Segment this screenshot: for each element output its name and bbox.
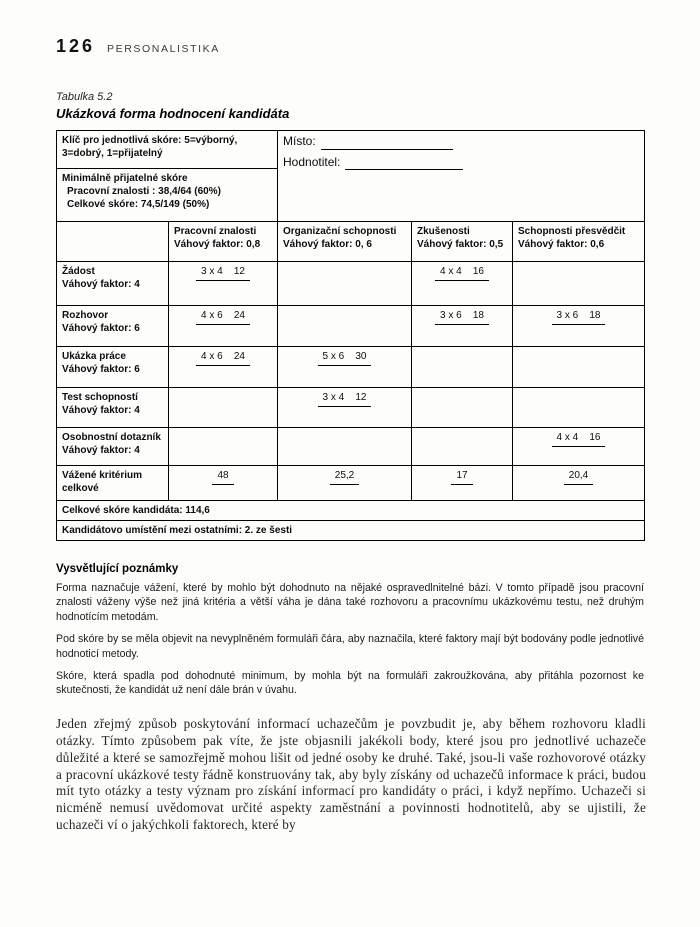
row-vazene-kriterium	[57, 466, 645, 501]
score-cell	[412, 262, 513, 306]
evaluator-blank-line	[345, 158, 463, 170]
column-header-row	[57, 222, 645, 262]
row-factor: Váhový faktor: 4	[62, 405, 140, 416]
score-value: 5 x 6 30	[318, 350, 372, 366]
score-cell	[513, 306, 645, 347]
table-row	[57, 131, 645, 169]
row-label: Vážené kritérium	[62, 470, 143, 481]
score-value: 4 x 4 16	[552, 431, 606, 447]
table-caption-title: Ukázková forma hodnocení kandidáta	[56, 106, 290, 121]
score-value: 3 x 4 12	[196, 265, 250, 281]
col-title: Zkušenosti	[417, 226, 470, 237]
row-factor: celkové	[62, 483, 99, 494]
place-label: Místo:	[283, 134, 316, 148]
score-cell	[412, 428, 513, 466]
note-paragraph-3: Skóre, která spadla pod dohodnuté minimum, by mohla být na formuláři zakroužkována, aby přitáhla pozornost ke skutečnosti, že kandidát už není dále brán v úvahu.	[56, 670, 644, 697]
table-caption-label: Tabulka 5.2	[56, 91, 113, 103]
row-label-cell	[57, 347, 169, 388]
row-label-cell	[57, 262, 169, 306]
row-osobnostni-dotaznik	[57, 428, 645, 466]
score-value: 48	[212, 469, 233, 485]
col-factor: Váhový faktor: 0,8	[174, 239, 261, 250]
row-factor: Váhový faktor: 6	[62, 364, 140, 375]
page-header	[56, 36, 644, 57]
row-label: Rozhovor	[62, 310, 109, 321]
score-cell	[278, 262, 412, 306]
score-cell	[513, 347, 645, 388]
row-label: Ukázka práce	[62, 351, 126, 362]
score-cell	[412, 466, 513, 501]
score-cell	[169, 388, 278, 428]
score-cell	[169, 306, 278, 347]
score-key-line2: 3=dobrý, 1=přijatelný	[62, 148, 163, 159]
minimum-score-cell	[57, 169, 278, 222]
row-ukazka-prace	[57, 347, 645, 388]
row-label-cell	[57, 306, 169, 347]
col-factor: Váhový faktor: 0,6	[518, 239, 605, 250]
notes-heading: Vysvětlující poznámky	[56, 563, 179, 575]
place-row	[283, 134, 639, 150]
row-label-cell	[57, 466, 169, 501]
score-value: 20,4	[564, 469, 593, 485]
score-cell	[169, 466, 278, 501]
score-cell	[169, 347, 278, 388]
score-value: 4 x 4 16	[435, 265, 489, 281]
minimum-score-title: Minimálně přijatelné skóre	[62, 173, 188, 184]
explanatory-notes	[56, 563, 644, 698]
section-title: PERSONALISTIKA	[107, 43, 220, 55]
score-cell	[412, 347, 513, 388]
minimum-score-line2: Celkové skóre: 74,5/149 (50%)	[67, 199, 210, 210]
score-key-line1: Klíč pro jednotlivá skóre: 5=výborný,	[62, 135, 238, 146]
score-cell	[278, 347, 412, 388]
corner-empty-cell	[57, 222, 169, 262]
row-rozhovor	[57, 306, 645, 347]
col-factor: Váhový faktor: 0, 6	[283, 239, 372, 250]
score-value: 4 x 6 24	[196, 309, 250, 325]
row-zadost	[57, 262, 645, 306]
score-value: 4 x 6 24	[196, 350, 250, 366]
score-cell	[278, 306, 412, 347]
score-value: 25,2	[330, 469, 359, 485]
candidate-evaluation-table	[56, 130, 645, 541]
col-header-pracovni-znalosti	[169, 222, 278, 262]
score-value: 17	[451, 469, 472, 485]
ranking-cell: Kandidátovo umístění mezi ostatními: 2. ze šesti	[57, 521, 645, 541]
note-paragraph-1: Forma naznačuje vážení, které by mohlo být dohodnuto na nějaké ospravedlnitelné bázi. V tomto případě jsou pracovní znalosti váženy výše než jiná kritéria a větší váha je dána také rozhovoru a pracovnímu ukázkovému testu, než druhým hodnotícím metodám.	[56, 582, 644, 623]
footer-ranking-row	[57, 521, 645, 541]
score-cell	[513, 428, 645, 466]
footer-total-score-row	[57, 501, 645, 521]
row-label: Žádost	[62, 266, 95, 277]
score-cell	[412, 388, 513, 428]
col-title: Pracovní znalosti	[174, 226, 257, 237]
col-title: Schopnosti přesvědčit	[518, 226, 626, 237]
score-cell	[169, 262, 278, 306]
score-cell	[412, 306, 513, 347]
score-value: 3 x 4 12	[318, 391, 372, 407]
body-paragraph: Jeden zřejmý způsob poskytování informací uchazečům je povzbudit je, aby během rozhovoru kladli otázky. Tímto způsobem pak víte, že jste objasnili jakékoli body, které jsou pro jednotlivé uchazeče důležité a které se samozřejmě mohou lišit od jedné osoby ke druhé. Také, jsou-li vaše rozhovorové otázky a pracovní ukázkové testy řádně konstruovány tak, aby byly získány od uchazečů informace k práci, budou mít tyto otázky a testy význam pro získání informací pro kandidáty o práci, i když nepřímo. Uchazeči si nicméně nemusí uvědomovat určité aspekty zaměstnání a povinnosti hodnotitelů, aby se ujistili, že uchazeči ví o jakýchkoli faktorech, které by	[56, 715, 646, 833]
place-blank-line	[321, 138, 453, 150]
score-key-cell	[57, 131, 278, 169]
evaluator-label: Hodnotitel:	[283, 154, 341, 169]
place-evaluator-cell	[278, 131, 645, 222]
score-value: 3 x 6 18	[435, 309, 489, 325]
row-label: Test schopností	[62, 392, 138, 403]
col-title: Organizační schopnosti	[283, 226, 397, 237]
note-paragraph-2: Pod skóre by se měla objevit na nevyplněném formuláři čára, aby naznačila, které faktory mají být bodovány podle jednotlivé hodnoticí metody.	[56, 633, 644, 660]
row-factor: Váhový faktor: 4	[62, 279, 140, 290]
score-value: 3 x 6 18	[552, 309, 606, 325]
score-cell	[513, 262, 645, 306]
col-header-schopnosti-presvedcit	[513, 222, 645, 262]
evaluator-row	[283, 155, 639, 171]
score-cell	[513, 466, 645, 501]
total-score-cell: Celkové skóre kandidáta: 114,6	[57, 501, 645, 521]
col-header-organizacni-schopnosti	[278, 222, 412, 262]
page-number: 126	[56, 36, 96, 56]
col-header-zkusenosti	[412, 222, 513, 262]
row-label-cell	[57, 388, 169, 428]
minimum-score-line1: Pracovní znalosti : 38,4/64 (60%)	[67, 186, 221, 197]
score-cell	[513, 388, 645, 428]
col-factor: Váhový faktor: 0,5	[417, 239, 504, 250]
row-test-schopnosti	[57, 388, 645, 428]
score-cell	[169, 428, 278, 466]
score-cell	[278, 388, 412, 428]
score-cell	[278, 428, 412, 466]
row-factor: Váhový faktor: 4	[62, 445, 140, 456]
score-cell	[278, 466, 412, 501]
row-label-cell	[57, 428, 169, 466]
row-label: Osobnostní dotazník	[62, 432, 161, 443]
row-factor: Váhový faktor: 6	[62, 323, 140, 334]
